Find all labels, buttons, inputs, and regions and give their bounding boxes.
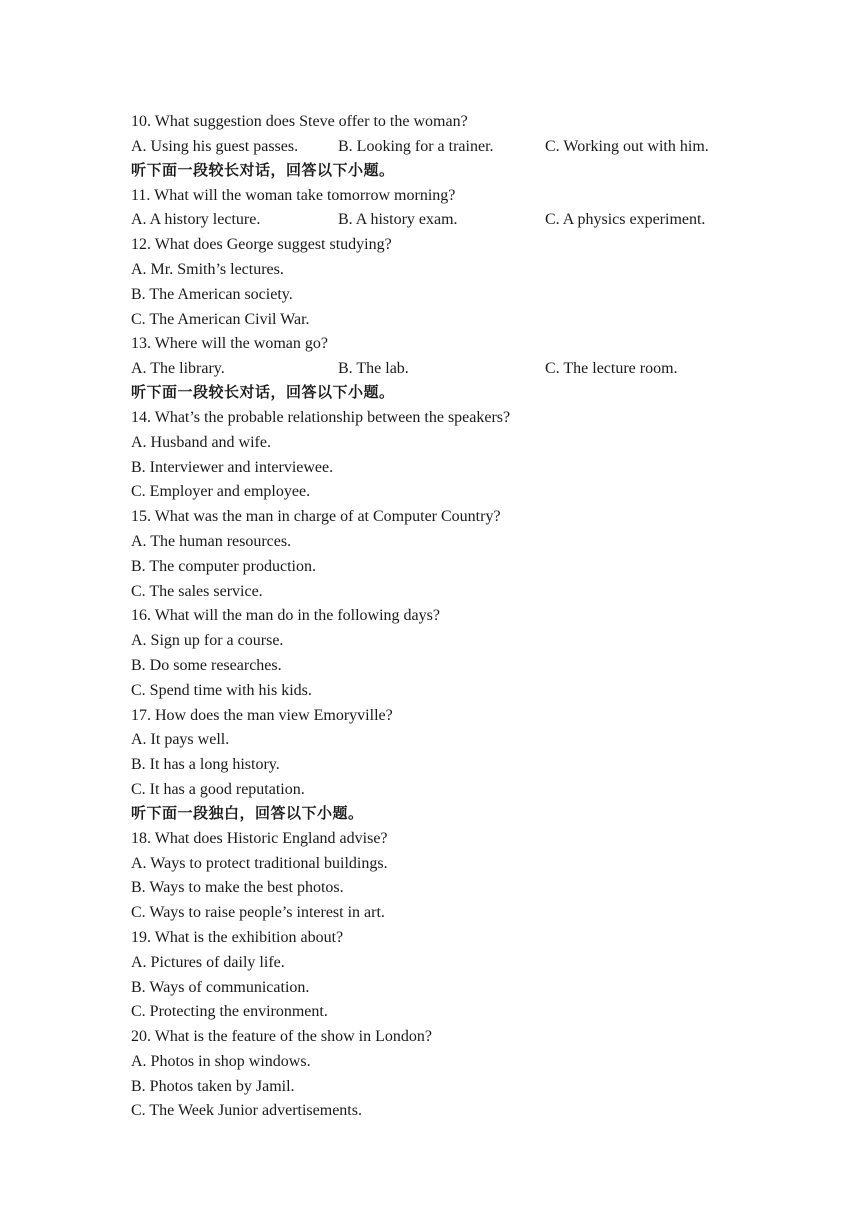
option-14-a: A. Husband and wife.: [131, 433, 271, 451]
option-17-c: C. It has a good reputation.: [131, 780, 305, 798]
option-12-c: C. The American Civil War.: [131, 310, 310, 328]
question-19: 19. What is the exhibition about?: [131, 928, 344, 946]
question-18: 18. What does Historic England advise?: [131, 829, 388, 847]
option-17-b: B. It has a long history.: [131, 756, 280, 774]
section-heading-monologue: 听下面一段独白，回答以下小题。: [131, 803, 364, 822]
question-16: 16. What will the man do in the following days?: [131, 607, 440, 625]
option-14-b: B. Interviewer and interviewee.: [131, 458, 334, 476]
options-row-11: [131, 208, 771, 233]
option-18-b: B. Ways to make the best photos.: [131, 879, 344, 897]
option-20-b: B. Photos taken by Jamil.: [131, 1077, 295, 1095]
option-14-c: C. Employer and employee.: [131, 483, 311, 501]
option-10-b: B. Looking for a trainer.: [338, 137, 494, 155]
option-11-c: C. A physics experiment.: [545, 211, 706, 229]
question-20: 20. What is the feature of the show in London?: [131, 1028, 432, 1046]
option-12-b: B. The American society.: [131, 285, 293, 303]
option-15-b: B. The computer production.: [131, 557, 316, 575]
option-19-b: B. Ways of communication.: [131, 978, 310, 996]
option-19-a: A. Pictures of daily life.: [131, 953, 285, 971]
option-18-c: C. Ways to raise people’s interest in art.: [131, 904, 385, 922]
option-20-a: A. Photos in shop windows.: [131, 1052, 311, 1070]
question-14: 14. What’s the probable relationship between the speakers?: [131, 408, 511, 426]
option-15-a: A. The human resources.: [131, 532, 292, 550]
option-16-b: B. Do some researches.: [131, 656, 282, 674]
option-15-c: C. The sales service.: [131, 582, 263, 600]
question-12: 12. What does George suggest studying?: [131, 236, 392, 254]
exam-page: [131, 110, 771, 1124]
options-row-10: [131, 135, 771, 160]
question-13: 13. Where will the woman go?: [131, 335, 328, 353]
option-18-a: A. Ways to protect traditional buildings.: [131, 854, 388, 872]
option-10-a: A. Using his guest passes.: [131, 137, 299, 155]
question-10: 10. What suggestion does Steve offer to the woman?: [131, 113, 468, 130]
section-heading-dialogue-2: 听下面一段较长对话，回答以下小题。: [131, 382, 395, 401]
option-12-a: A. Mr. Smith’s lectures.: [131, 260, 284, 278]
option-16-c: C. Spend time with his kids.: [131, 681, 312, 699]
option-13-a: A. The library.: [131, 360, 225, 378]
option-16-a: A. Sign up for a course.: [131, 632, 284, 650]
question-11: 11. What will the woman take tomorrow morning?: [131, 186, 456, 204]
option-11-a: A. A history lecture.: [131, 211, 261, 229]
option-11-b: B. A history exam.: [338, 211, 458, 229]
options-row-13: [131, 357, 771, 382]
option-17-a: A. It pays well.: [131, 731, 230, 749]
option-13-c: C. The lecture room.: [545, 360, 678, 378]
question-15: 15. What was the man in charge of at Computer Country?: [131, 508, 501, 526]
option-10-c: C. Working out with him.: [545, 137, 709, 155]
option-13-b: B. The lab.: [338, 360, 409, 378]
option-20-c: C. The Week Junior advertisements.: [131, 1102, 362, 1120]
option-19-c: C. Protecting the environment.: [131, 1003, 328, 1021]
question-17: 17. How does the man view Emoryville?: [131, 706, 393, 724]
section-heading-dialogue-1: 听下面一段较长对话，回答以下小题。: [131, 160, 395, 179]
